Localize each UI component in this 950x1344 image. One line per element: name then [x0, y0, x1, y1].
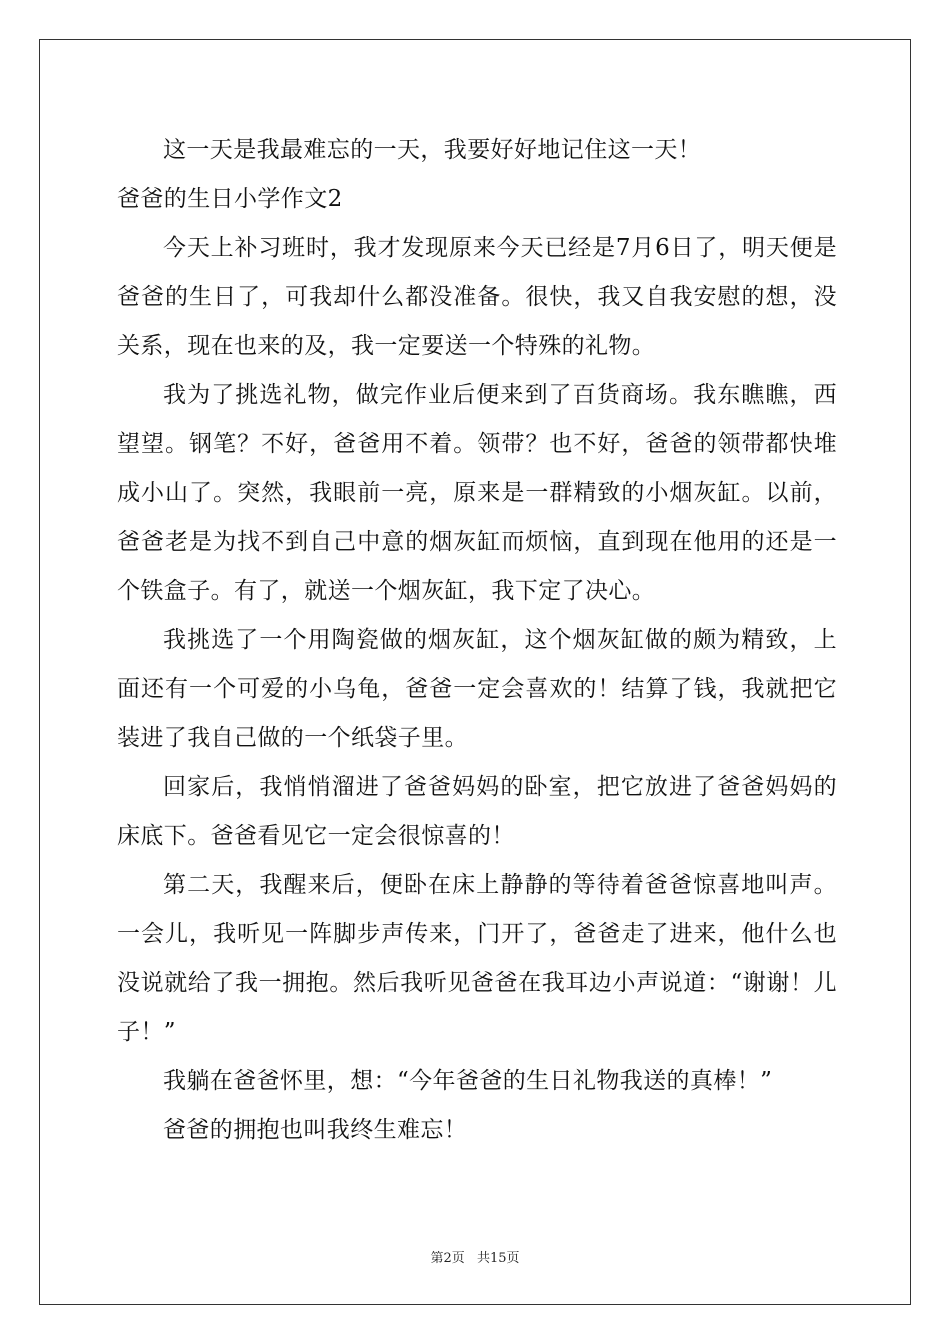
- essay-title: 爸爸的生日小学作文2: [117, 186, 343, 212]
- page-footer: [0, 1247, 950, 1266]
- paragraph: 回家后，我悄悄溜进了爸爸妈妈的卧室，把它放进了爸爸妈妈的床底下。爸爸看见它一定会很惊喜的！: [117, 774, 837, 849]
- paragraph: 我为了挑选礼物，做完作业后便来到了百货商场。我东瞧瞧，西望望。钢笔？不好，爸爸用不着。领带？也不好，爸爸的领带都快堆成小山了。突然，我眼前一亮，原来是一群精致的小烟灰缸。以前，爸爸老是为找不到自己中意的烟灰缸而烦恼，直到现在他用的还是一个铁盒子。有了，就送一个烟灰缸，我下定了决心。: [117, 382, 837, 604]
- paragraph: 我挑选了一个用陶瓷做的烟灰缸，这个烟灰缸做的颇为精致，上面还有一个可爱的小乌龟，爸爸一定会喜欢的！结算了钱，我就把它装进了我自己做的一个纸袋子里。: [117, 627, 837, 751]
- document-body: [117, 126, 837, 1155]
- page-number: 第2页: [430, 1251, 465, 1266]
- paragraph: 第二天，我醒来后，便卧在床上静静的等待着爸爸惊喜地叫声。一会儿，我听见一阵脚步声传来，门开了，爸爸走了进来，他什么也没说就给了我一拥抱。然后我听见爸爸在我耳边小声说道：“谢谢！儿子！”: [117, 872, 837, 1045]
- paragraph: 我躺在爸爸怀里，想：“今年爸爸的生日礼物我送的真棒！”: [163, 1068, 773, 1094]
- paragraph: 爸爸的拥抱也叫我终生难忘！: [163, 1117, 468, 1143]
- paragraph: 这一天是我最难忘的一天，我要好好地记住这一天！: [163, 137, 702, 163]
- paragraph: 今天上补习班时，我才发现原来今天已经是7月6日了，明天便是爸爸的生日了，可我却什么都没准备。很快，我又自我安慰的想，没关系，现在也来的及，我一定要送一个特殊的礼物。: [117, 235, 837, 359]
- page-total: 共15页: [476, 1251, 520, 1266]
